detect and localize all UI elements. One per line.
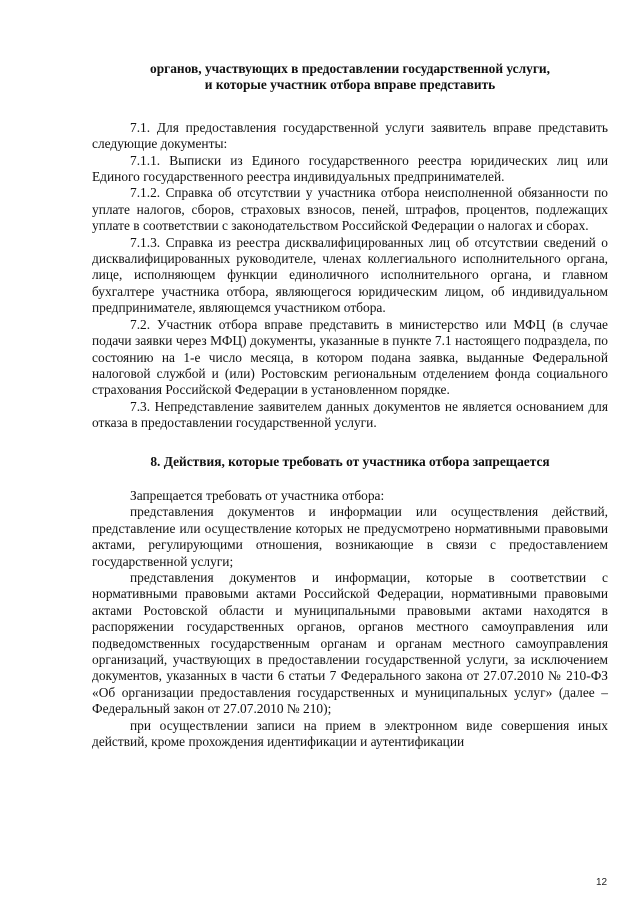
paragraph-8-item-1: представления документов и информации или осуществления действий, представление или осуществление которых не предусмотрено нормативными правовыми актами, регулирующими отношения, возникающие в связи с предоставлением государственной услуги; (92, 504, 608, 569)
paragraph-7-1-2: 7.1.2. Справка об отсутствии у участника отбора неисполненной обязанности по уплате налогов, сборов, страховых взносов, пеней, штрафов, процентов, подлежащих уплате в соответствии с законодательством Российской Федерации о налогах и сборах. (92, 185, 608, 234)
paragraph-8-item-2: представления документов и информации, которые в соответствии с нормативными правовыми актами Российской Федерации, нормативными правовыми актами Ростовской области и муниципальными правовыми актами находятся в распоряжении государственных органов, органов местного самоуправления или подведомственных государственным органам и органам местного самоуправления организаций, участвующих в предоставлении государственной услуги, за исключением документов, указанных в части 6 статьи 7 Федерального закона от 27.07.2010 № 210-ФЗ «Об организации предоставления государственных и муниципальных услуг» (далее – Федеральный закон от 27.07.2010 № 210); (92, 569, 608, 717)
page-number: 12 (596, 877, 608, 888)
paragraph-7-2: 7.2. Участник отбора вправе представить в министерство или МФЦ (в случае подачи заявки через МФЦ) документы, указанные в пункте 7.1 настоящего подраздела, по состоянию на 1-е число месяца, в котором подана заявка, выданные Федеральной налоговой службой и (или) Ростовским региональным отделением фонда социального страхования Российской Федерации в установленном порядке. (92, 316, 608, 398)
section-7-body (92, 120, 608, 432)
paragraph-7-1: 7.1. Для предоставления государственной услуги заявитель вправе представить следующие документы: (92, 119, 608, 152)
heading-line-2: и которые участник отбора вправе представить (204, 77, 496, 93)
section-8-heading: 8. Действия, которые требовать от участника отбора запрещается (150, 453, 550, 469)
paragraph-8-item-3: при осуществлении записи на прием в электронном виде совершения иных действий, кроме прохождения идентификации и аутентификации (92, 717, 608, 750)
heading-line-1: органов, участвующих в предоставлении государственной услуги, (150, 61, 550, 76)
paragraph-7-1-3: 7.1.3. Справка из реестра дисквалифицированных лиц об отсутствии сведений о дисквалифицированных руководителе, членах коллегиального исполнительного органа, лице, исполняющем функции единоличного исполнительного органа, и главном бухгалтере участника отбора, являющегося юридическим лицом, об индивидуальном предпринимателе, являющемся участником отбора. (92, 234, 608, 316)
document-body (92, 61, 608, 750)
paragraph-8-intro: Запрещается требовать от участника отбора: (130, 487, 385, 503)
section-7-heading (92, 61, 608, 94)
paragraph-7-1-1: 7.1.1. Выписки из Единого государственного реестра юридических лиц или Единого государственного реестра индивидуальных предпринимателей. (92, 152, 608, 185)
section-8-body (92, 488, 608, 751)
paragraph-7-3: 7.3. Непредставление заявителем данных документов не является основанием для отказа в предоставлении государственной услуги. (92, 398, 608, 431)
